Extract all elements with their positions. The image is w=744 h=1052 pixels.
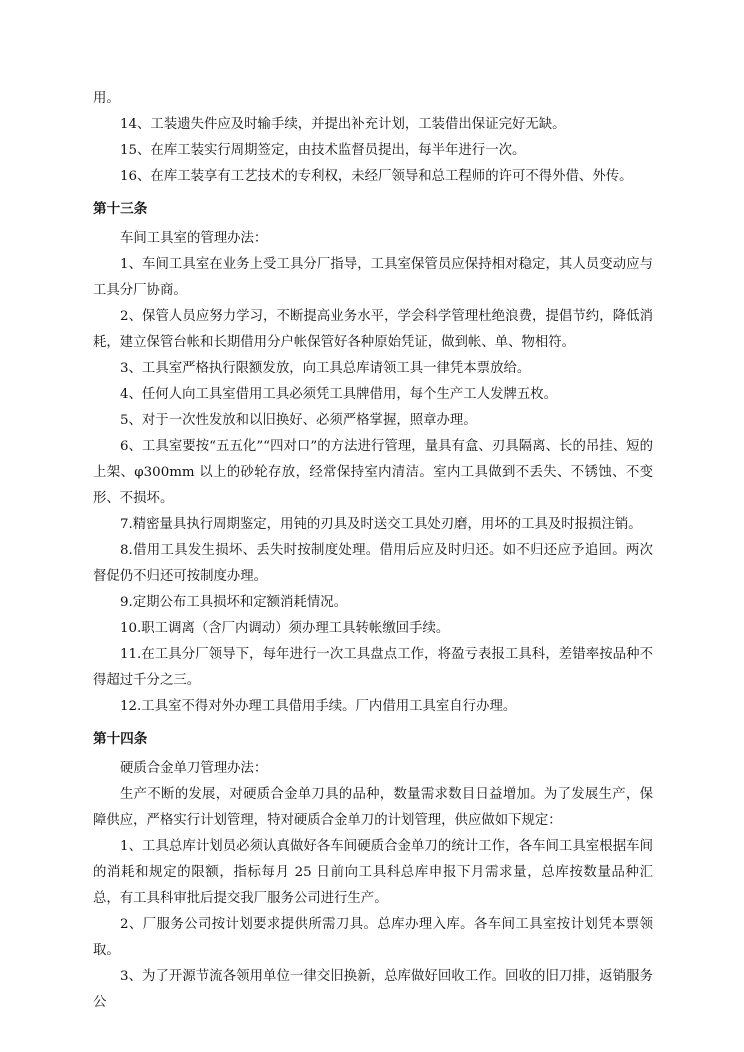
article-13-heading: 第十三条	[93, 201, 148, 217]
article-14-item: 生产不断的发展，对硬质合金单刀具的品种，数量需求数目日益增加。为了发展生产，保障供应，严格实行计划管理，特对硬质合金单刀的计划管理，供应做如下规定：	[93, 787, 653, 828]
article-13-item: 4、任何人向工具室借用工具必须凭工具牌借用，每个生产工人发牌五枚。	[120, 387, 558, 402]
article-14-intro: 硬质合金单刀管理办法：	[120, 761, 268, 776]
article-13-item: 5、对于一次性发放和以旧换好、必须严格掌握，照章办理。	[120, 413, 477, 428]
article-13-item: 3、工具室严格执行限额发放，向工具总库请领工具一律凭本票放给。	[120, 361, 531, 376]
paragraph-continuation: 用。	[93, 91, 120, 106]
paragraph-item-16: 16、在库工装享有工艺技术的专利权，未经厂领导和总工程师的许可不得外借、外传。	[120, 169, 633, 184]
article-13-item: 12.工具室不得对外办理工具借用手续。厂内借用工具室自行办理。	[120, 699, 517, 714]
article-14-item: 1、工具总库计划员必须认真做好各车间硬质合金单刀的统计工作，各车间工具室根据车间的消耗和规定的限额，指标每月 25 日前向工具科总库申报下月需求量，总库按数量品种汇总，有工具科审批后提交我厂服务公司进行生产。	[93, 839, 653, 906]
document-body	[93, 86, 653, 1016]
article-13-item: 8.借用工具发生损坏、丢失时按制度处理。借用后应及时归还。如不归还应予追回。两次督促仍不归还可按制度办理。	[93, 543, 653, 584]
article-14-heading: 第十四条	[93, 731, 148, 747]
article-14-item: 3、为了开源节流各领用单位一律交旧换新，总库做好回收工作。回收的旧刀排，返销服务公	[93, 969, 653, 1010]
article-13-intro: 车间工具室的管理办法：	[120, 231, 268, 246]
paragraph-item-15: 15、在库工装实行周期签定，由技术监督员提出，每半年进行一次。	[120, 143, 526, 158]
paragraph-item-14: 14、工装遗失件应及时输手续，并提出补充计划，工装借出保证完好无缺。	[120, 117, 566, 132]
article-13-item: 9.定期公布工具损坏和定额消耗情况。	[120, 595, 348, 610]
article-13-item: 1、车间工具室在业务上受工具分厂指导，工具室保管员应保持相对稳定，其人员变动应与工具分厂协商。	[93, 257, 653, 298]
article-14-item: 2、厂服务公司按计划要求提供所需刀具。总库办理入库。各车间工具室按计划凭本票领取。	[93, 917, 653, 958]
article-13-item: 6、工具室要按“五五化”“四对口”的方法进行管理，量具有盒、刃具隔离、长的吊挂、短的上架、φ300mm 以上的砂轮存放，经常保持室内清洁。室内工具做到不丢失、不锈蚀、不变形、不损坏。	[93, 439, 653, 506]
article-13-item: 11.在工具分厂领导下，每年进行一次工具盘点工作，将盈亏表报工具科，差错率按品种不得超过千分之三。	[93, 647, 653, 688]
article-13-item: 2、保管人员应努力学习，不断提高业务水平，学会科学管理杜绝浪费，提倡节约，降低消耗，建立保管台帐和长期借用分户帐保管好各种原始凭证，做到帐、单、物相符。	[93, 309, 653, 350]
article-13-item: 10.职工调离（含厂内调动）须办理工具转帐缴回手续。	[120, 621, 450, 636]
article-13-item: 7.精密量具执行周期鉴定，用钝的刃具及时送交工具处刃磨，用坏的工具及时报损注销。	[120, 517, 642, 532]
